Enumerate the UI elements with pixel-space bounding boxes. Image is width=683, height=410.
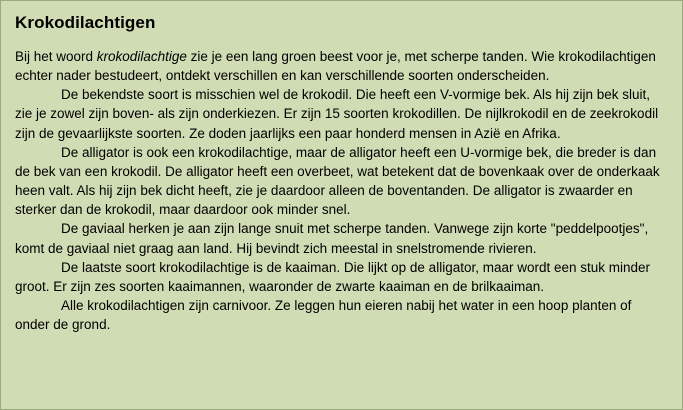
article-text [15,47,668,334]
text-run: De gaviaal herken je aan zijn lange snuit met scherpe tanden. Vanwege zijn korte "peddelpootjes", komt de gaviaal niet graag aan land. Hij bevindt zich meestal in snelstromende rivieren. [15,221,649,256]
text-run: zie je een lang groen beest voor je, met scherpe tanden. Wie krokodilachtigen echter nader bestudeert, ontdekt verschillen en kan verschillende soorten onderscheiden. [15,49,656,84]
text-run: De alligator is ook een krokodilachtige, maar de alligator heeft een U-vormige bek, die breder is dan de bek van een krokodil. De alligator heeft een overbeet, wat betekent dat de bovenkaak over de onderkaak heen valt. Als hij zijn bek dicht heeft, zie je daardoor alleen de boventanden. De alligator is zwaarder en sterker dan de krokodil, maar daardoor ook minder snel. [15,144,660,218]
text-run: De laatste soort krokodilachtige is de kaaiman. Die lijkt op de alligator, maar wordt een stuk minder groot. Er zijn zes soorten kaaimannen, waaronder de zwarte kaaiman en de brilkaaiman. [15,259,651,294]
paragraph-krokodil [15,85,668,142]
text-run: Bij het woord [15,49,97,64]
text-run: Alle krokodilachtigen zijn carnivoor. Ze leggen hun eieren nabij het water in een hoop planten of onder de grond. [15,298,632,333]
page-title: Krokodilachtigen [15,13,156,32]
paragraph-intro [15,47,668,85]
text-run: De bekendste soort is misschien wel de krokodil. Die heeft een V-vormige bek. Als hij zijn bek sluit, zie je zowel zijn boven- als zijn onderkiezen. Er zijn 15 soorten krokodillen. De nijlkrokodil en de zeekrokodil zijn de gevaarlijkste soorten. Ze doden jaarlijks een paar honderd mensen in Azië en Afrika. [15,87,659,141]
paragraph-kaaiman [15,258,668,296]
paragraph-carnivoor [15,296,668,334]
paragraph-gaviaal [15,219,668,257]
paragraph-alligator [15,143,668,220]
emphasized-term: krokodilachtige [96,49,187,64]
